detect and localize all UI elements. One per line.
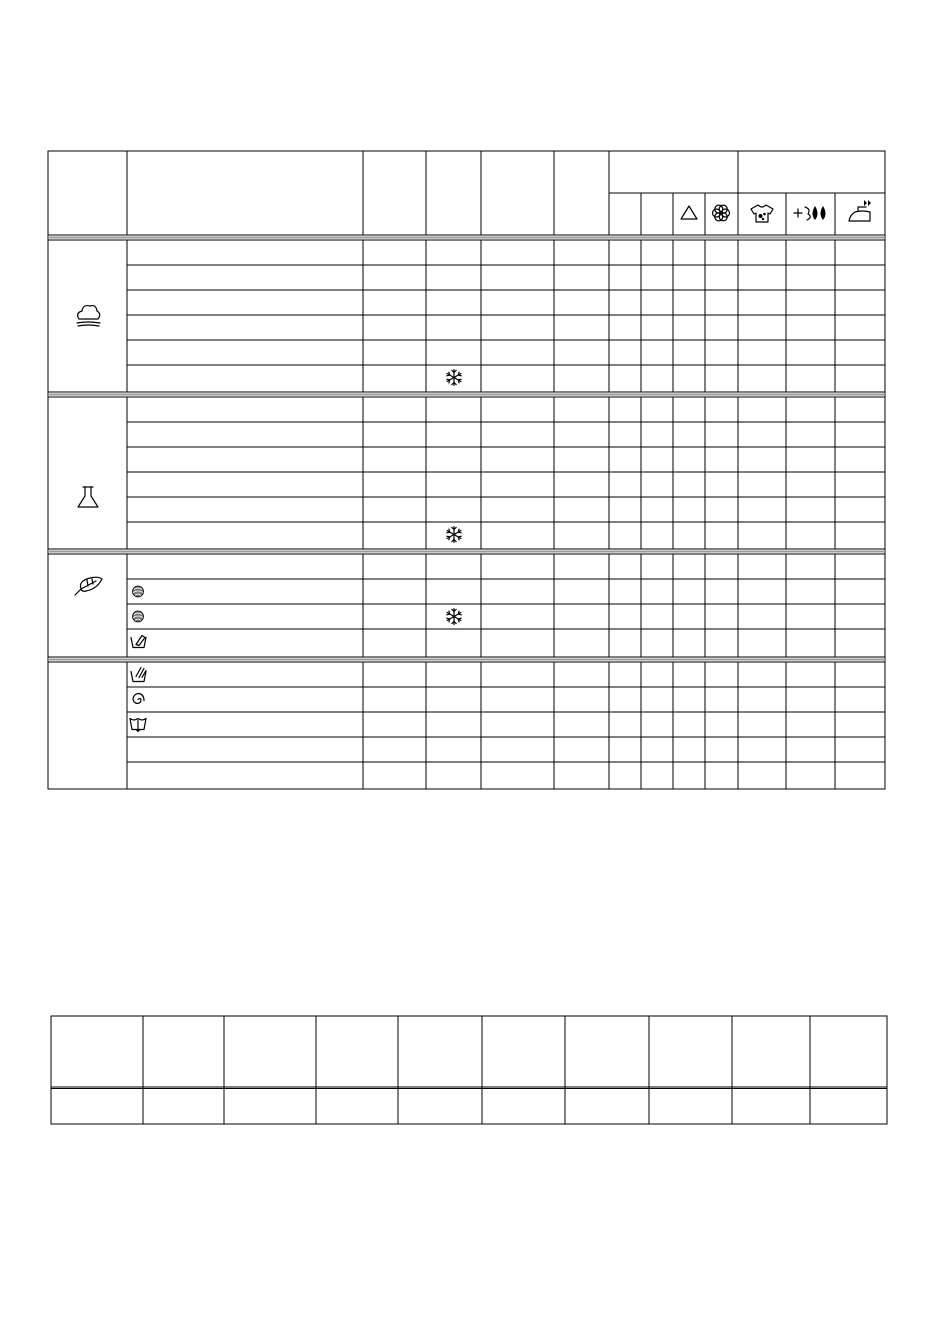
table-row	[131, 668, 146, 682]
drain-basin-icon	[130, 719, 146, 732]
table-row	[127, 629, 885, 648]
table-row	[127, 712, 885, 732]
snowflake-icon	[447, 370, 461, 386]
spin-spiral-icon	[133, 694, 144, 704]
program-table-border	[48, 151, 885, 789]
table-cell	[143, 1089, 224, 1124]
program-table	[48, 151, 885, 789]
table-cell	[649, 1089, 732, 1124]
program-group	[75, 554, 885, 657]
group-separator	[48, 392, 885, 397]
group-separator	[48, 235, 885, 240]
table-cell	[316, 1089, 398, 1124]
cotton-cloud-icon	[77, 306, 100, 326]
iron-fast-icon	[849, 200, 871, 221]
rinse-basin-icon	[131, 668, 146, 682]
flower-icon	[713, 205, 730, 221]
group-separator	[48, 549, 885, 554]
table-row	[127, 604, 885, 625]
table-cell	[482, 1089, 565, 1124]
program-group	[78, 397, 885, 549]
group-separator	[48, 657, 885, 662]
snowflake-icon	[447, 609, 461, 625]
consumption-table	[51, 1016, 887, 1124]
table-row	[127, 522, 885, 543]
table-cell	[565, 1089, 649, 1124]
plus-water-drops-icon	[794, 206, 826, 220]
table-cell	[398, 1089, 482, 1124]
delicates-feather-icon	[75, 577, 102, 595]
table-cell	[810, 1089, 887, 1124]
consumption-header-separator	[51, 1087, 887, 1089]
handwash-basin-icon	[131, 636, 146, 648]
wool-ball-icon	[133, 611, 144, 622]
wool-ball-icon	[133, 586, 144, 597]
table-row	[127, 365, 885, 386]
synthetics-flask-icon	[78, 487, 98, 507]
table-row	[127, 687, 885, 704]
shirt-stain-icon	[751, 205, 773, 222]
consumption-table-border	[51, 1016, 887, 1124]
table-cell	[732, 1089, 810, 1124]
table-cell	[224, 1089, 316, 1124]
triangle-icon	[681, 206, 697, 219]
program-group	[127, 662, 885, 789]
table-cell	[51, 1089, 143, 1124]
snowflake-icon	[447, 527, 461, 543]
table-row	[127, 579, 885, 597]
program-group	[77, 240, 885, 392]
